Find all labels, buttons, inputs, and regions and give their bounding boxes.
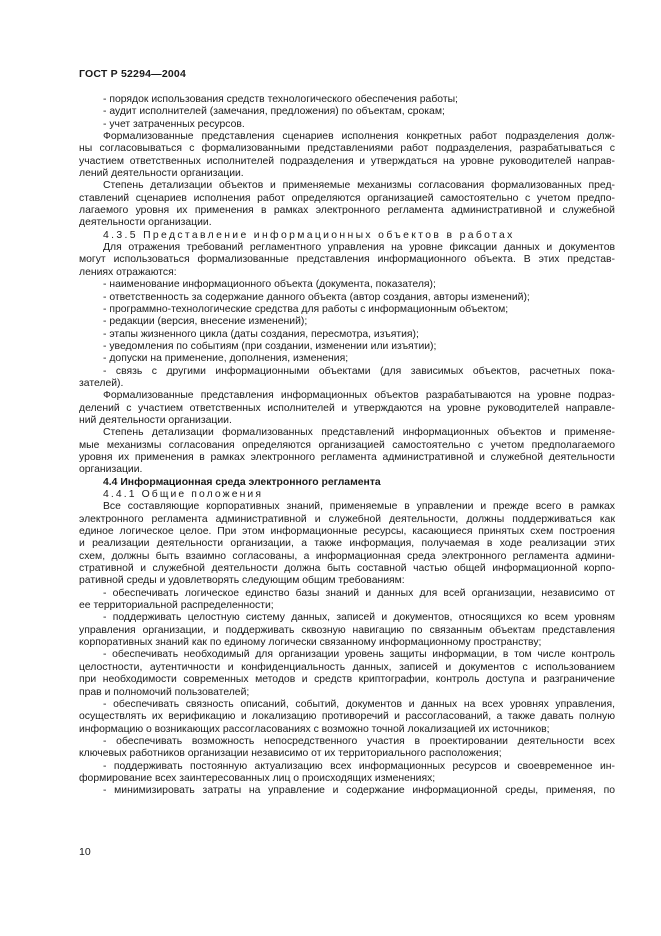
list-item: - редакции (версия, внесение изменений);: [103, 316, 308, 328]
text-line: уровня их применения в рамках электронного регламента административной и служебной деятельности: [79, 451, 615, 463]
text-line: Все составляющие корпоративных знаний, применяемые в управлении и прежде всего в рамках: [103, 501, 615, 513]
list-item: - обеспечивать логическое единство базы знаний и данных для всей организации, независимо от: [103, 587, 615, 599]
text-line: при необходимости современных методов и средств криптографии, контроль доступа и разграничение: [79, 674, 615, 686]
text-line: и реализации деятельности организации, а также информация, получаемая в ходе реализации этих: [79, 538, 615, 550]
list-item: - программно-технологические средства для работы с информационным объектом;: [103, 303, 509, 315]
text-line: деятельности организации.: [79, 217, 212, 229]
list-item: - минимизировать затраты на управление и содержание информационной среды, применяя, по: [103, 785, 615, 797]
text-line: Формализованные представления сценариев исполнения конкретных работ подразделения долж-: [103, 131, 615, 143]
text-line: ее территориальной распределенности;: [79, 600, 274, 612]
text-line: участием ответственных исполнителей подразделения и утверждаться на уровне руководителей направ-: [79, 155, 615, 167]
text-line: схем, должны быть взаимно согласованы, а информационная среда электронного регламента админи-: [79, 550, 615, 562]
text-line: - учет затраченных ресурсов.: [103, 118, 245, 130]
text-line: ний деятельности организации.: [79, 414, 232, 426]
text-line: целостности, аутентичности и конфиденциальность данных, записей и документов с использованием: [79, 661, 615, 673]
list-item: - обеспечивать возможность непосредственного участия в проектировании деятельности всех: [103, 735, 615, 747]
text-line: электронного регламента административной и служебной деятельности, должны поддерживаться как: [79, 513, 615, 525]
document-header-code: ГОСТ Р 52294—2004: [79, 68, 187, 80]
text-line: зателей).: [79, 377, 124, 389]
text-line: лений деятельности организации.: [79, 168, 244, 180]
text-line: Степень детализации формализованных представлений информационных объектов и применяе-: [103, 427, 615, 439]
text-line: ративной среды и удовлетворять следующим общим требованиям:: [79, 575, 405, 587]
section-heading: 4.4 Информационная среда электронного регламента: [103, 476, 381, 488]
text-line: ны согласовываться с формализованными представлениями работ подразделения, разрабатываться с: [79, 143, 615, 155]
text-line: лениях отражаются:: [79, 266, 177, 278]
text-line: - порядок использования средств технологического обеспечения работы;: [103, 94, 458, 105]
text-line: прав и полномочий пользователей;: [79, 686, 250, 698]
list-item: - ответственность за содержание данного объекта (автор создания, авторы изменений);: [103, 291, 530, 303]
list-item: - связь с другими информационными объектами (для зависимых объектов, расчетных пока-: [103, 365, 615, 377]
text-line: осуществлять их верификацию и локализацию противоречий и рассогласований, а также давать полную: [79, 711, 615, 723]
text-line: Формализованные представления информационных объектов разрабатываются на уровне подраз-: [103, 390, 615, 402]
text-line: ставлений сценариев исполнения работ определяются организацией самостоятельно с учетом предпо-: [79, 192, 615, 204]
list-item: - обеспечивать необходимый для организации уровень защиты информации, в том числе контроль: [103, 649, 615, 661]
text-line: Степень детализации объектов и применяемые механизмы согласования формализованных пред-: [103, 180, 615, 192]
list-item: - наименование информационного объекта (документа, показателя);: [103, 279, 436, 291]
text-line: ключевых работников организации независимо от их территориального расположения;: [79, 748, 502, 760]
text-line: делений с участием ответственных исполнителей и утверждаются на уровне руководителей направле-: [79, 402, 615, 414]
text-line: корпоративных знаний как по единому логически связанному информационному пространству;: [79, 637, 542, 649]
text-line: Для отражения требований регламентного управления на уровне фиксации данных и документов: [103, 242, 615, 254]
document-body: [79, 94, 615, 798]
text-line: - аудит исполнителей (замечания, предложения) по объектам, срокам;: [103, 106, 445, 118]
subsection-heading: 4.3.5 Представление информационных объектов в работах: [103, 229, 515, 241]
text-line: лагаемого уровня их применения в рамках электронного регламента административной и служебной: [79, 205, 615, 217]
list-item: - поддерживать постоянную актуализацию всех информационных ресурсов и своевременное ин-: [103, 760, 615, 772]
subsection-heading: 4.4.1 Общие положения: [103, 489, 264, 500]
text-line: организации.: [79, 464, 143, 476]
list-item: - допуски на применение, дополнения, изменения;: [103, 353, 349, 365]
list-item: - уведомления по событиям (при создании, изменении или изъятии);: [103, 340, 437, 352]
text-line: могут использоваться формализованные представления информационного объекта. В этих представ-: [79, 254, 615, 266]
text-line: управления организации, и поддерживать сквозную навигацию по связанным объектам представления: [79, 624, 615, 636]
text-line: единое логическое целое. При этом информационные ресурсы, касающиеся принятых схем построения: [79, 526, 615, 538]
list-item: - этапы жизненного цикла (даты создания, пересмотра, изъятия);: [103, 328, 419, 340]
text-line: стративной и служебной деятельности должна быть составной частью общей информационной корпо-: [79, 563, 615, 575]
text-line: формирование всех заинтересованных лиц о происходящих изменениях;: [79, 772, 436, 784]
list-item: - обеспечивать связность описаний, событий, документов и данных на всех уровнях управления,: [103, 698, 615, 710]
list-item: - поддерживать целостную систему данных, записей и документов, относящихся ко всем уровням: [103, 612, 615, 624]
text-line: информацию о возникающих рассогласованиях с возможно точной локализацией их источников;: [79, 723, 550, 735]
text-line: мые механизмы согласования определяются организацией самостоятельно с учетом предполагаемого: [79, 439, 615, 451]
page-number: 10: [79, 846, 91, 858]
